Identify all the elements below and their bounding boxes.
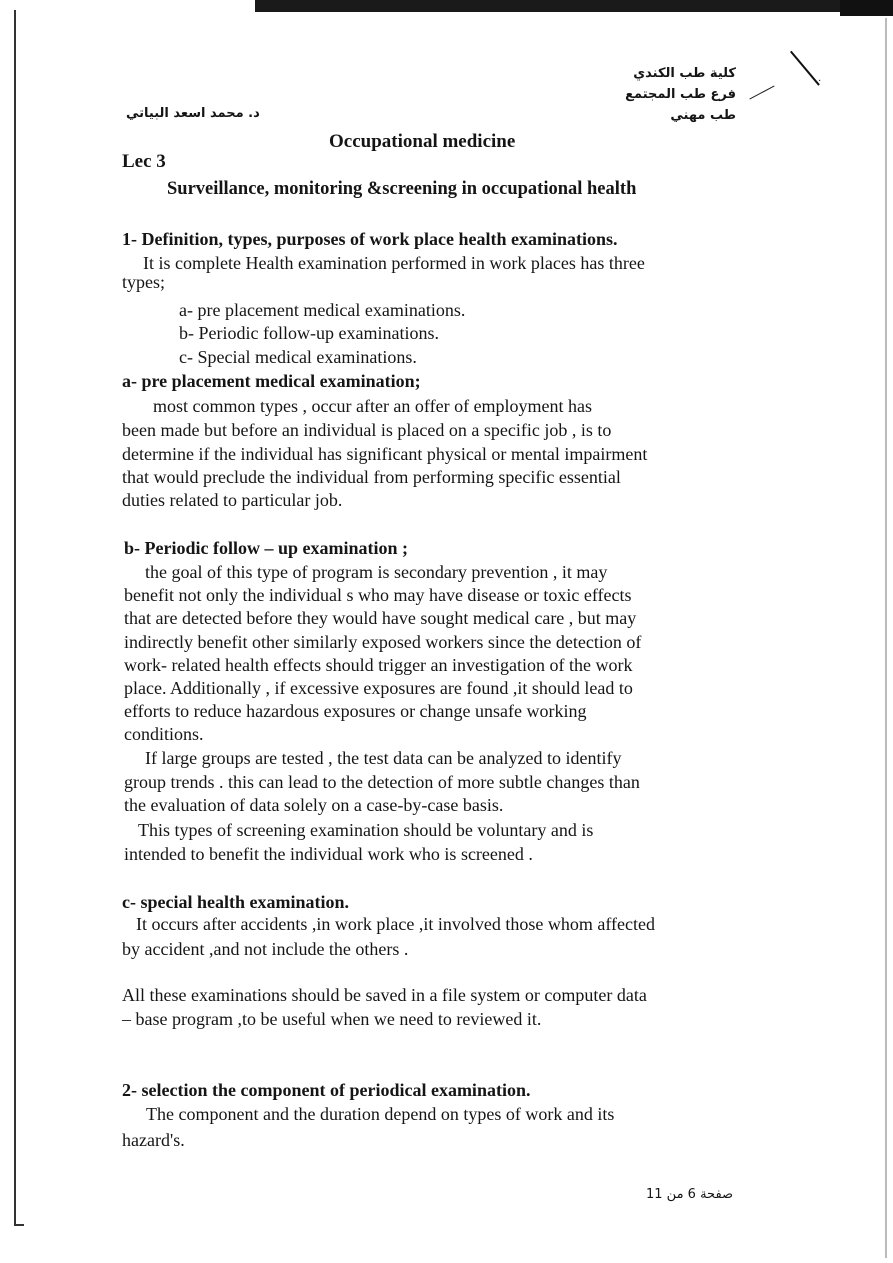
section-b-heading: b- Periodic follow – up examination ; bbox=[124, 538, 408, 558]
scan-bottom-rule bbox=[14, 1224, 24, 1226]
paragraph-line: hazard's. bbox=[122, 1130, 185, 1150]
paragraph-line: indirectly benefit other similarly exposed workers since the detection of bbox=[124, 632, 642, 652]
page-number: صفحة 6 من 11 bbox=[646, 1187, 734, 1202]
paragraph-line: types; bbox=[122, 272, 165, 292]
handwritten-mark bbox=[790, 51, 820, 86]
lecture-number: Lec 3 bbox=[122, 151, 166, 172]
paragraph-line: work- related health effects should trigger an investigation of the work bbox=[124, 655, 633, 675]
section-1-heading: 1- Definition, types, purposes of work place health examinations. bbox=[122, 229, 618, 249]
paragraph-line: – base program ,to be useful when we need to reviewed it. bbox=[122, 1009, 542, 1029]
paragraph-line: been made but before an individual is placed on a specific job , is to bbox=[122, 420, 612, 440]
section-a-heading: a- pre placement medical examination; bbox=[122, 371, 421, 391]
paragraph-line: It occurs after accidents ,in work place ,it involved those whom affected bbox=[136, 914, 655, 934]
scan-speck: · bbox=[818, 76, 822, 87]
scan-left-rule bbox=[14, 10, 16, 1225]
paragraph-line: by accident ,and not include the others . bbox=[122, 939, 409, 959]
college-name: كلية طب الكندي bbox=[633, 66, 736, 81]
paragraph-line: It is complete Health examination performed in work places has three bbox=[143, 253, 645, 273]
paragraph-line: conditions. bbox=[124, 724, 204, 744]
paragraph-line: the evaluation of data solely on a case-by-case basis. bbox=[124, 795, 504, 815]
paragraph-line: group trends . this can lead to the detection of more subtle changes than bbox=[124, 772, 640, 792]
lecture-subtitle: Surveillance, monitoring &screening in occupational health bbox=[167, 179, 637, 199]
paragraph-line: If large groups are tested , the test data can be analyzed to identify bbox=[145, 748, 622, 768]
scan-top-bar bbox=[255, 0, 855, 12]
handwritten-stroke bbox=[749, 85, 774, 99]
paragraph-line: efforts to reduce hazardous exposures or change unsafe working bbox=[124, 701, 587, 721]
author-name: د. محمد اسعد البياتي bbox=[126, 106, 260, 121]
scan-top-corner bbox=[840, 0, 893, 16]
paragraph-line: duties related to particular job. bbox=[122, 490, 343, 510]
department-name: فرع طب المجتمع bbox=[625, 87, 736, 102]
paragraph-line: the goal of this type of program is secondary prevention , it may bbox=[145, 562, 608, 582]
type-list-item: b- Periodic follow-up examinations. bbox=[179, 323, 439, 343]
type-list-item: c- Special medical examinations. bbox=[179, 347, 417, 367]
paragraph-line: that are detected before they would have sought medical care , but may bbox=[124, 608, 637, 628]
paragraph-line: The component and the duration depend on types of work and its bbox=[146, 1104, 615, 1124]
scan-right-edge bbox=[885, 18, 887, 1258]
paragraph-line: place. Additionally , if excessive exposures are found ,it should lead to bbox=[124, 678, 633, 698]
subject-arabic: طب مهني bbox=[670, 108, 736, 123]
type-list-item: a- pre placement medical examinations. bbox=[179, 300, 466, 320]
paragraph-line: determine if the individual has significant physical or mental impairment bbox=[122, 444, 648, 464]
section-c-heading: c- special health examination. bbox=[122, 892, 349, 912]
document-title: Occupational medicine bbox=[329, 131, 516, 152]
section-2-heading: 2- selection the component of periodical examination. bbox=[122, 1080, 531, 1100]
paragraph-line: most common types , occur after an offer of employment has bbox=[153, 396, 593, 416]
paragraph-line: All these examinations should be saved in a file system or computer data bbox=[122, 985, 647, 1005]
paragraph-line: benefit not only the individual s who may have disease or toxic effects bbox=[124, 585, 632, 605]
paragraph-line: This types of screening examination should be voluntary and is bbox=[138, 820, 594, 840]
paragraph-line: that would preclude the individual from performing specific essential bbox=[122, 467, 621, 487]
paragraph-line: intended to benefit the individual work who is screened . bbox=[124, 844, 533, 864]
